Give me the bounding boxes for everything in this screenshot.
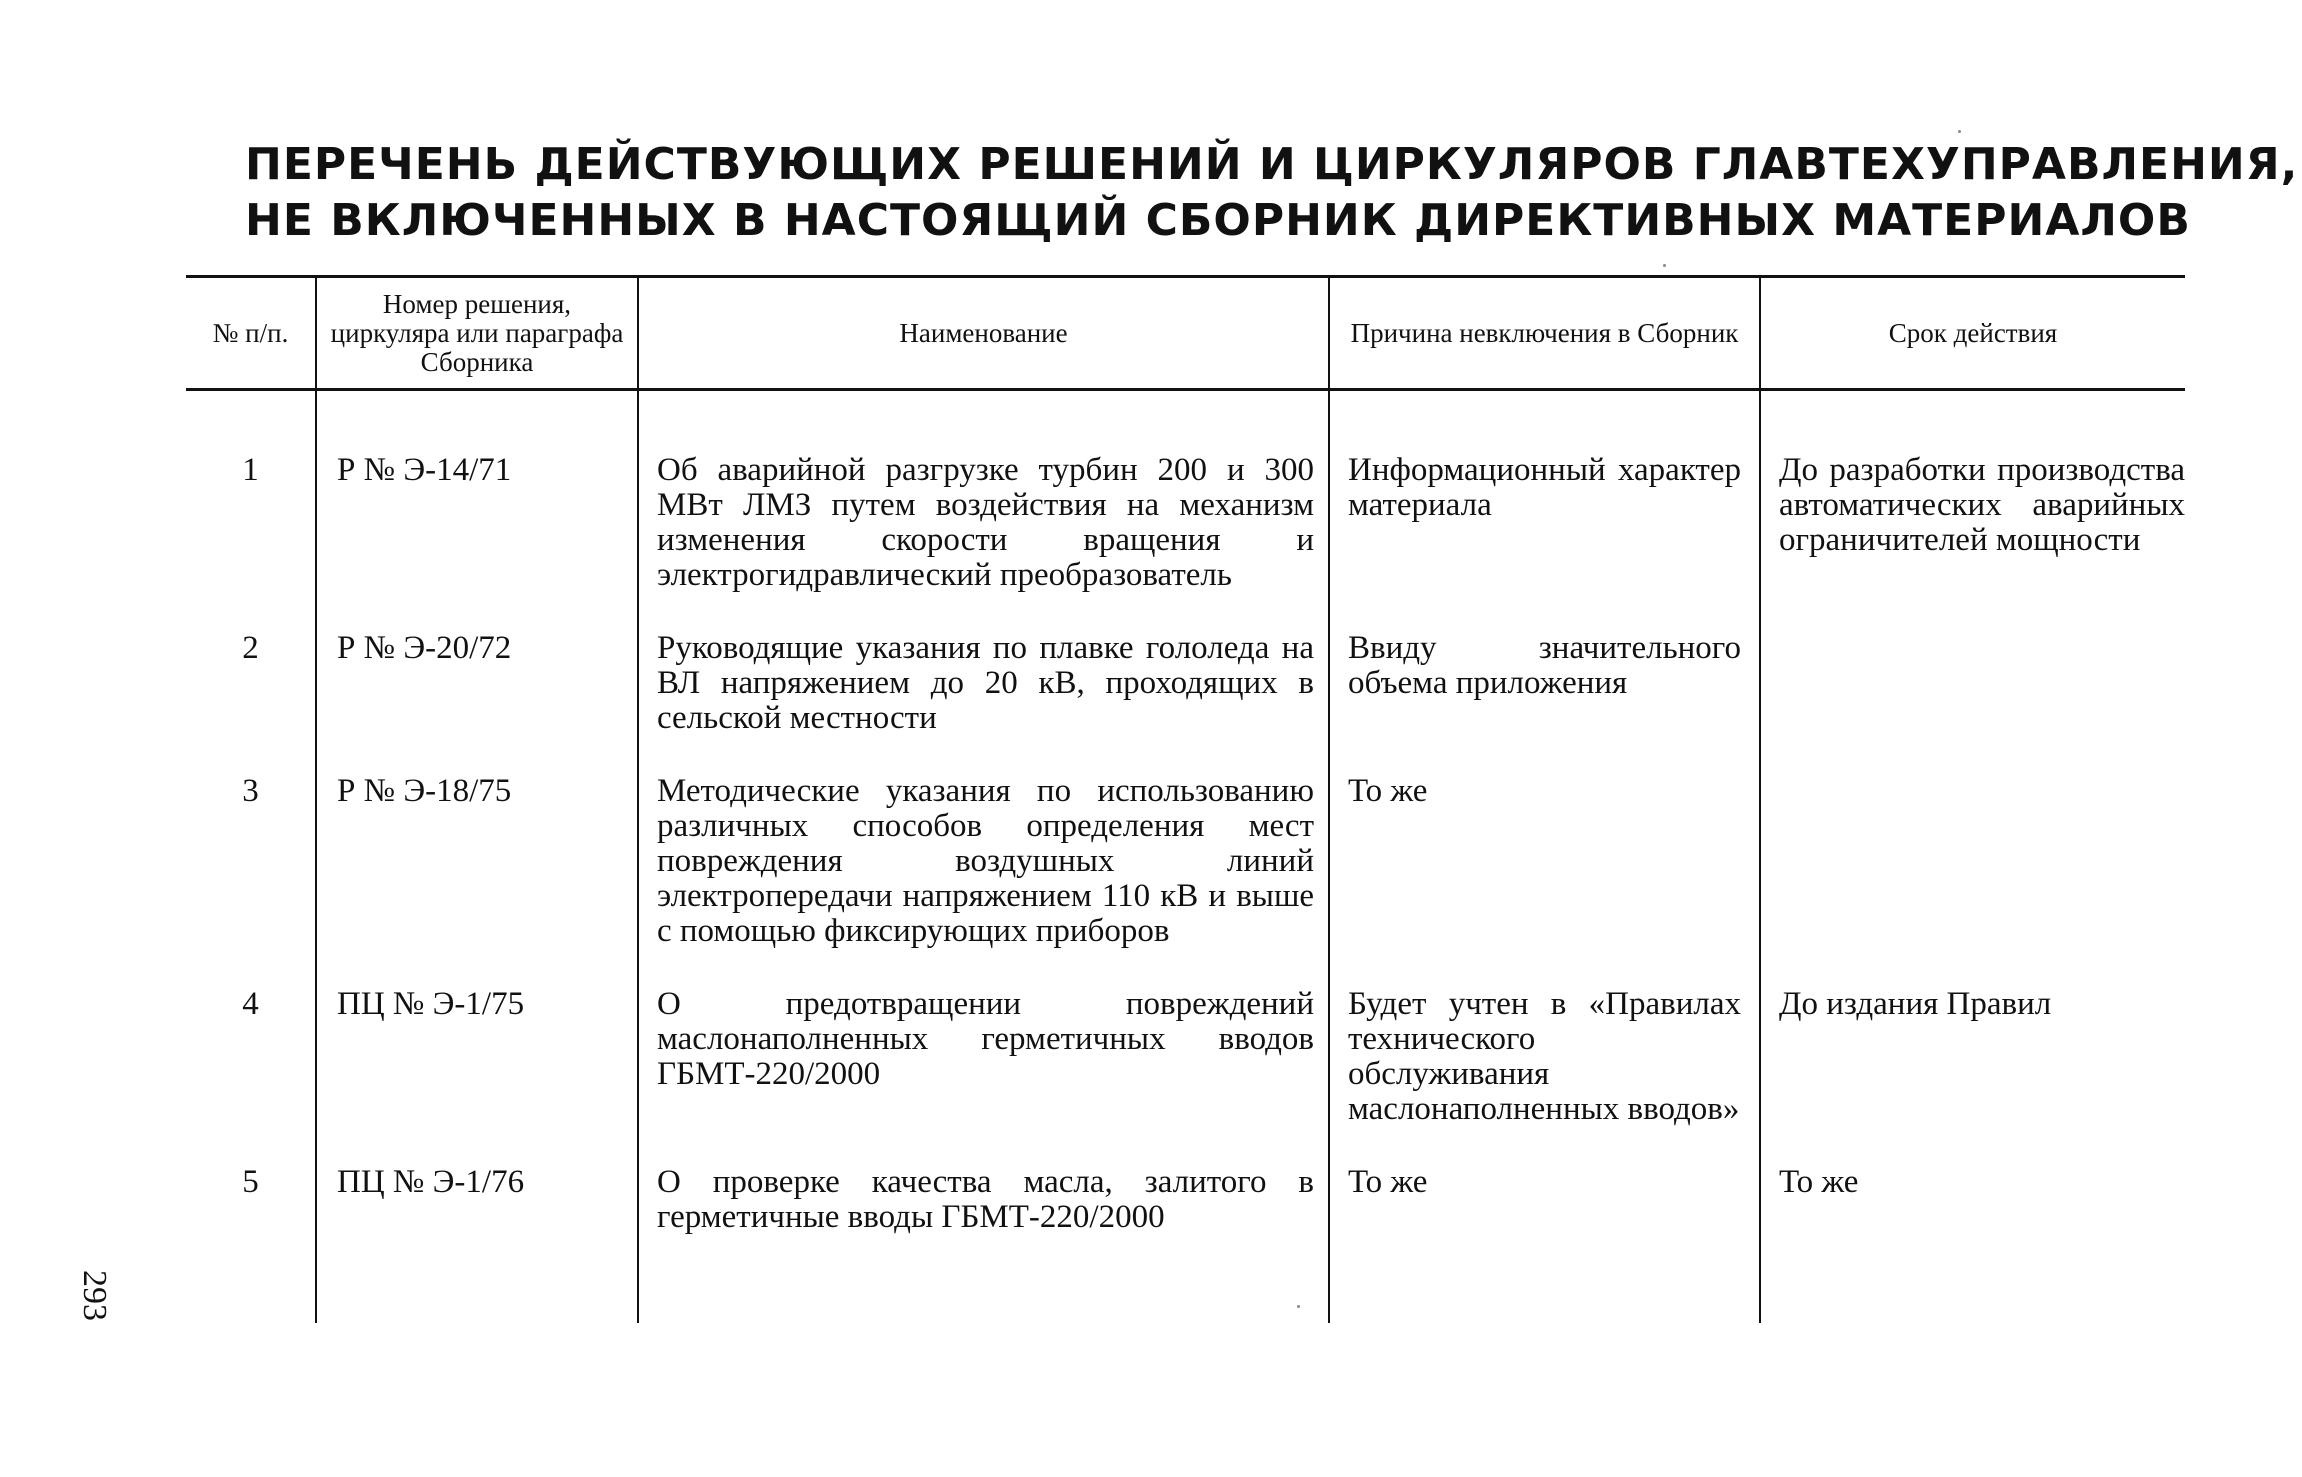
row-code: ПЦ № Э-1/75 — [316, 987, 638, 1165]
row-reason: Ввиду значительного объема приложения — [1329, 631, 1760, 774]
print-speck — [1958, 130, 1961, 133]
decisions-table — [186, 275, 2185, 1323]
header-code: Номер решения, циркуляра или параграфа Сборника — [316, 277, 638, 390]
table-spacer-row — [186, 390, 2185, 454]
row-term: До разработки производства автоматических аварийных ограничителей мощности — [1760, 453, 2185, 631]
page-title — [245, 137, 2299, 249]
row-number: 4 — [242, 986, 259, 1022]
title-line-1: ПЕРЕЧЕНЬ ДЕЙСТВУЮЩИХ РЕШЕНИЙ И ЦИРКУЛЯРОВ ГЛАВТЕХУПРАВЛЕНИЯ, — [245, 139, 2299, 190]
row-number: 2 — [242, 630, 259, 666]
row-reason: То же — [1329, 774, 1760, 987]
row-code: Р № Э-18/75 — [316, 774, 638, 987]
header-reason: Причина невключения в Сборник — [1329, 277, 1760, 390]
row-term: То же — [1760, 1165, 2185, 1323]
row-term — [1760, 774, 2185, 987]
print-speck — [1663, 264, 1666, 267]
header-name: Наименование — [638, 277, 1329, 390]
table-row — [186, 987, 2185, 1165]
row-number: 3 — [242, 773, 259, 809]
row-code: Р № Э-14/71 — [316, 453, 638, 631]
row-name: О предотвращении повреждений маслонаполненных герметичных вводов ГБМТ-220/2000 — [638, 987, 1329, 1165]
row-name: Методические указания по использованию различных способов определения мест повреждения воздушных линий электропередачи напряжением 110 кВ и выше с помощью фиксирующих приборов — [638, 774, 1329, 987]
print-speck — [1297, 1305, 1300, 1308]
row-term — [1760, 631, 2185, 774]
header-term: Срок действия — [1760, 277, 2185, 390]
row-name: О проверке качества масла, залитого в герметичные вводы ГБМТ-220/2000 — [638, 1165, 1329, 1323]
row-reason: То же — [1329, 1165, 1760, 1323]
row-term: До издания Правил — [1760, 987, 2185, 1165]
header-number: № п/п. — [186, 277, 316, 390]
table-row — [186, 1165, 2185, 1323]
row-number: 5 — [242, 1164, 259, 1200]
page-number: 293 — [76, 1270, 113, 1321]
table-row — [186, 774, 2185, 987]
row-name: Руководящие указания по плавке гололеда на ВЛ напряжением до 20 кВ, проходящих в сельской местности — [638, 631, 1329, 774]
row-code: Р № Э-20/72 — [316, 631, 638, 774]
row-code: ПЦ № Э-1/76 — [316, 1165, 638, 1323]
row-number: 1 — [242, 452, 259, 488]
row-reason: Будет учтен в «Правилах технического обслуживания маслонаполненных вводов» — [1329, 987, 1760, 1165]
row-reason: Информационный характер материала — [1329, 453, 1760, 631]
table-row — [186, 453, 2185, 631]
row-name: Об аварийной разгрузке турбин 200 и 300 МВт ЛМЗ путем воздействия на механизм изменения скорости вращения и электрогидравлический преобразователь — [638, 453, 1329, 631]
title-line-2: НЕ ВКЛЮЧЕННЫХ В НАСТОЯЩИЙ СБОРНИК ДИРЕКТИВНЫХ МАТЕРИАЛОВ — [245, 195, 2191, 246]
decisions-table-container — [186, 275, 2185, 1355]
table-header-row — [186, 277, 2185, 390]
table-row — [186, 631, 2185, 774]
